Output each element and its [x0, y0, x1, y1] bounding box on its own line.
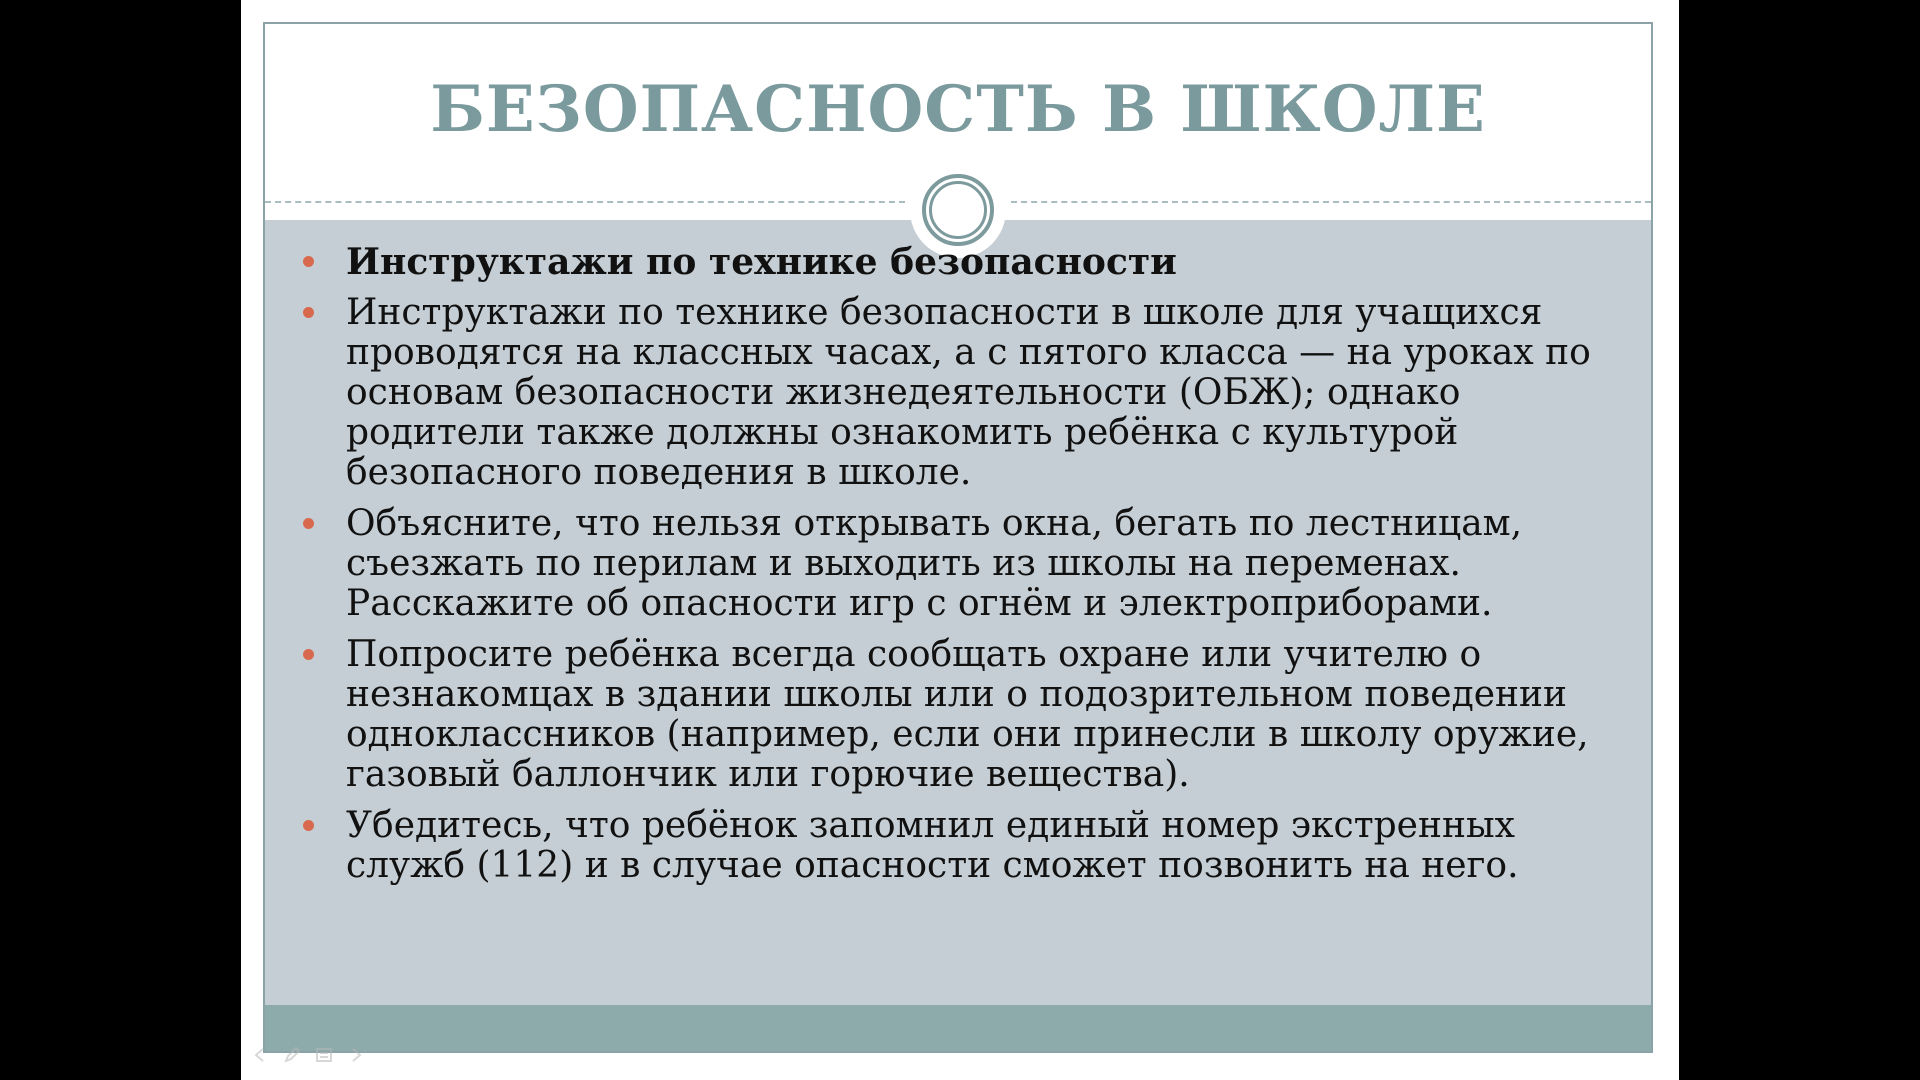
slideshow-toolbar: [249, 1044, 367, 1068]
bullet-dot-icon: [303, 649, 314, 660]
bullet-text: Убедитесь, что ребёнок запомнил единый номер экстренных служб (112) и в случае опасности сможет позвонить на него.: [346, 805, 1519, 886]
bullet-item: [265, 806, 1651, 886]
arrow-right-icon[interactable]: [345, 1044, 367, 1066]
slide: [263, 22, 1653, 1053]
pen-icon[interactable]: [281, 1044, 303, 1066]
divider-left: [265, 201, 905, 203]
bullet-item: [265, 504, 1651, 624]
bullet-text: Объясните, что нельзя открывать окна, бегать по лестницам, съезжать по перилам и выходить из школы на переменах. Расскажите об опасности игр с огнём и электроприборами.: [346, 503, 1523, 624]
arrow-left-icon[interactable]: [249, 1044, 271, 1066]
slide-page: [241, 0, 1679, 1080]
bullet-list: [265, 242, 1651, 897]
bullet-dot-icon: [303, 307, 314, 318]
bullet-text: Попросите ребёнка всегда сообщать охране или учителю о незнакомцах в здании школы или о подозрительном поведении одноклассников (например, если они принесли в школу оружие, газовый баллончик или горючие вещества).: [346, 634, 1589, 795]
footer-band: [265, 1005, 1651, 1053]
divider-right: [1011, 201, 1651, 203]
bullet-text: Инструктажи по технике безопасности в школе для учащихся проводятся на классных часах, а с пятого класса — на уроках по основам безопасности жизнедеятельности (ОБЖ); однако родители также должны ознакомить ребёнка с культурой безопасного поведения в школе.: [346, 292, 1591, 493]
circle-ornament-inner-ring: [929, 181, 987, 239]
bullet-text: Инструктажи по технике безопасности: [346, 241, 1177, 283]
bullet-item: [265, 635, 1651, 795]
bullet-item: [265, 242, 1651, 282]
bullet-dot-icon: [303, 256, 314, 267]
slide-title: БЕЗОПАСНОСТЬ В ШКОЛЕ: [430, 72, 1486, 147]
menu-icon[interactable]: [313, 1044, 335, 1066]
bullet-dot-icon: [303, 518, 314, 529]
bullet-dot-icon: [303, 820, 314, 831]
bullet-item: [265, 293, 1651, 493]
